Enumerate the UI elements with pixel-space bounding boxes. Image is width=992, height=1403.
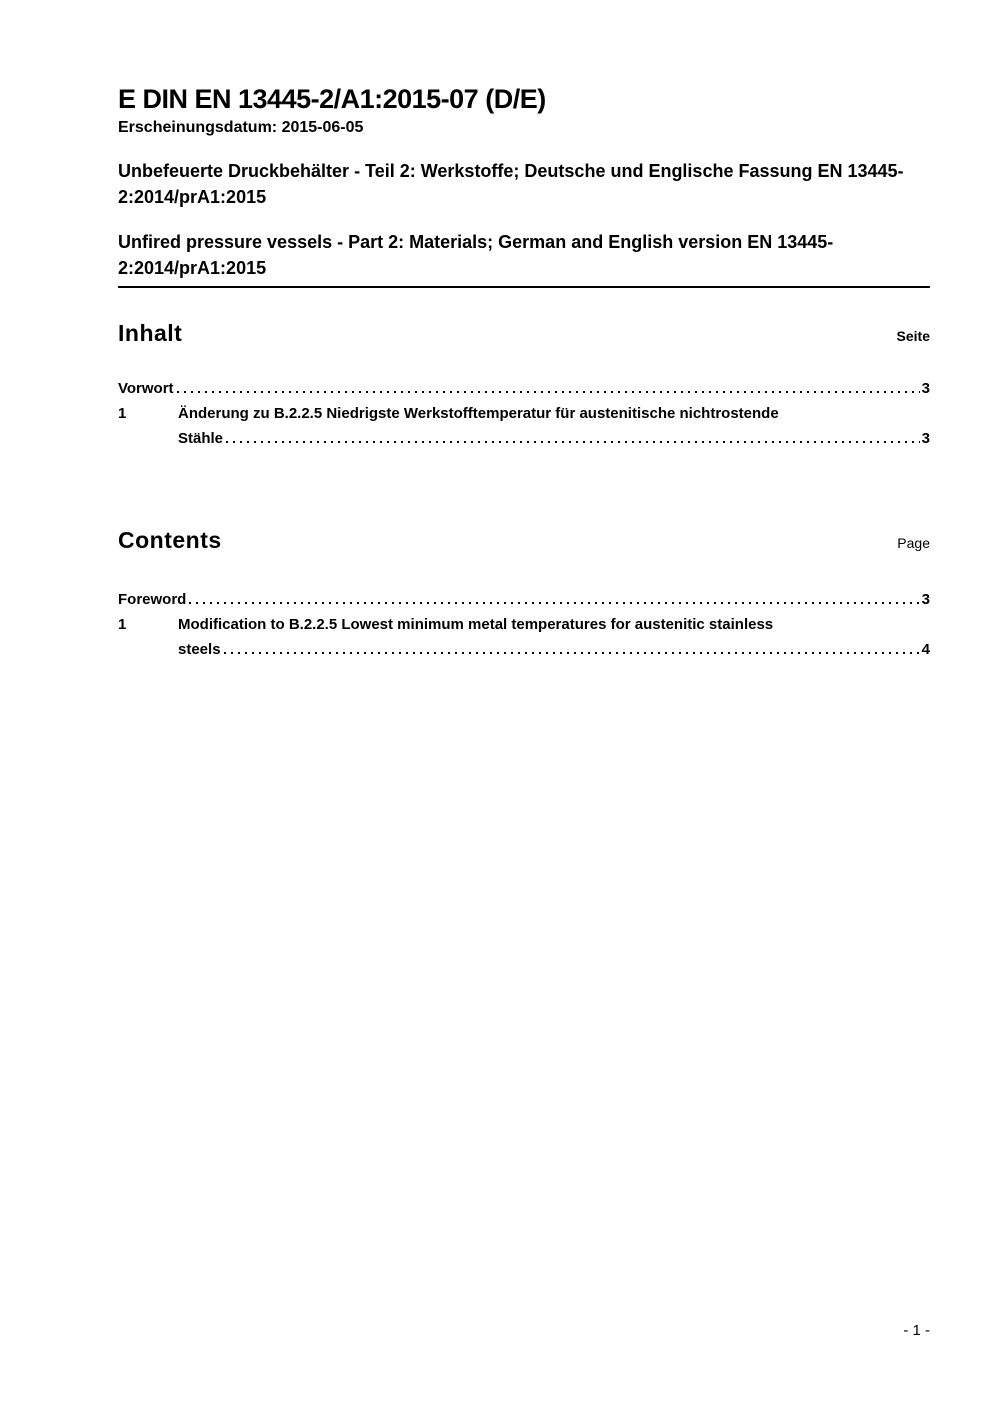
toc-entry-last-line [178, 426, 930, 451]
toc-de-header [118, 320, 930, 347]
toc-entry-text: Änderung zu B.2.2.5 Niedrigste Werkstofftemperatur für austenitische nichtrostende [178, 405, 779, 422]
document-page [0, 0, 992, 662]
toc-en-page-column-label: Page [897, 535, 930, 551]
toc-entry-text: Modification to B.2.2.5 Lowest minimum metal temperatures for austenitic stainless [178, 616, 774, 633]
toc-en-heading: Contents [118, 527, 222, 553]
toc-de-heading: Inhalt [118, 320, 183, 346]
toc-entry-body [178, 401, 930, 451]
toc-entry-text-continued: Stähle [178, 430, 224, 447]
toc-entry [118, 401, 930, 451]
toc-en-entries [118, 587, 930, 662]
dotted-leader [189, 602, 919, 604]
dotted-leader [177, 391, 920, 393]
toc-entry [118, 376, 930, 401]
toc-entry [118, 587, 930, 612]
toc-entry-page-number: 3 [921, 430, 930, 447]
title-german: Unbefeuerte Druckbehälter - Teil 2: Werkstoffe; Deutsche und Englische Fassung EN 13445-2:2014/prA1:2015 [118, 161, 904, 207]
toc-entry-page-number: 3 [921, 380, 930, 397]
document-code: E DIN EN 13445-2/A1:2015-07 (D/E) [118, 84, 546, 114]
publication-date: Erscheinungsdatum: 2015-06-05 [118, 119, 364, 136]
toc-entry [118, 612, 930, 662]
toc-en-header [118, 527, 930, 554]
toc-de-page-column-label: Seite [896, 328, 930, 344]
toc-entry-page-number: 4 [921, 641, 930, 658]
toc-entry-text: Vorwort [118, 380, 174, 397]
toc-entry-page-number: 3 [921, 591, 930, 608]
title-english: Unfired pressure vessels - Part 2: Materials; German and English version EN 13445-2:2014/prA1:2015 [118, 232, 834, 278]
divider-rule [118, 286, 930, 288]
toc-entry-number: 1 [118, 405, 127, 422]
toc-entry-text: Foreword [118, 591, 187, 608]
toc-entry-number: 1 [118, 616, 127, 633]
toc-entry-body [178, 612, 930, 662]
toc-entry-last-line [178, 637, 930, 662]
toc-de-entries [118, 376, 930, 451]
dotted-leader [226, 441, 920, 443]
dotted-leader [224, 652, 920, 654]
toc-entry-text-continued: steels [178, 641, 221, 658]
footer-page-number: - 1 - [903, 1322, 930, 1339]
